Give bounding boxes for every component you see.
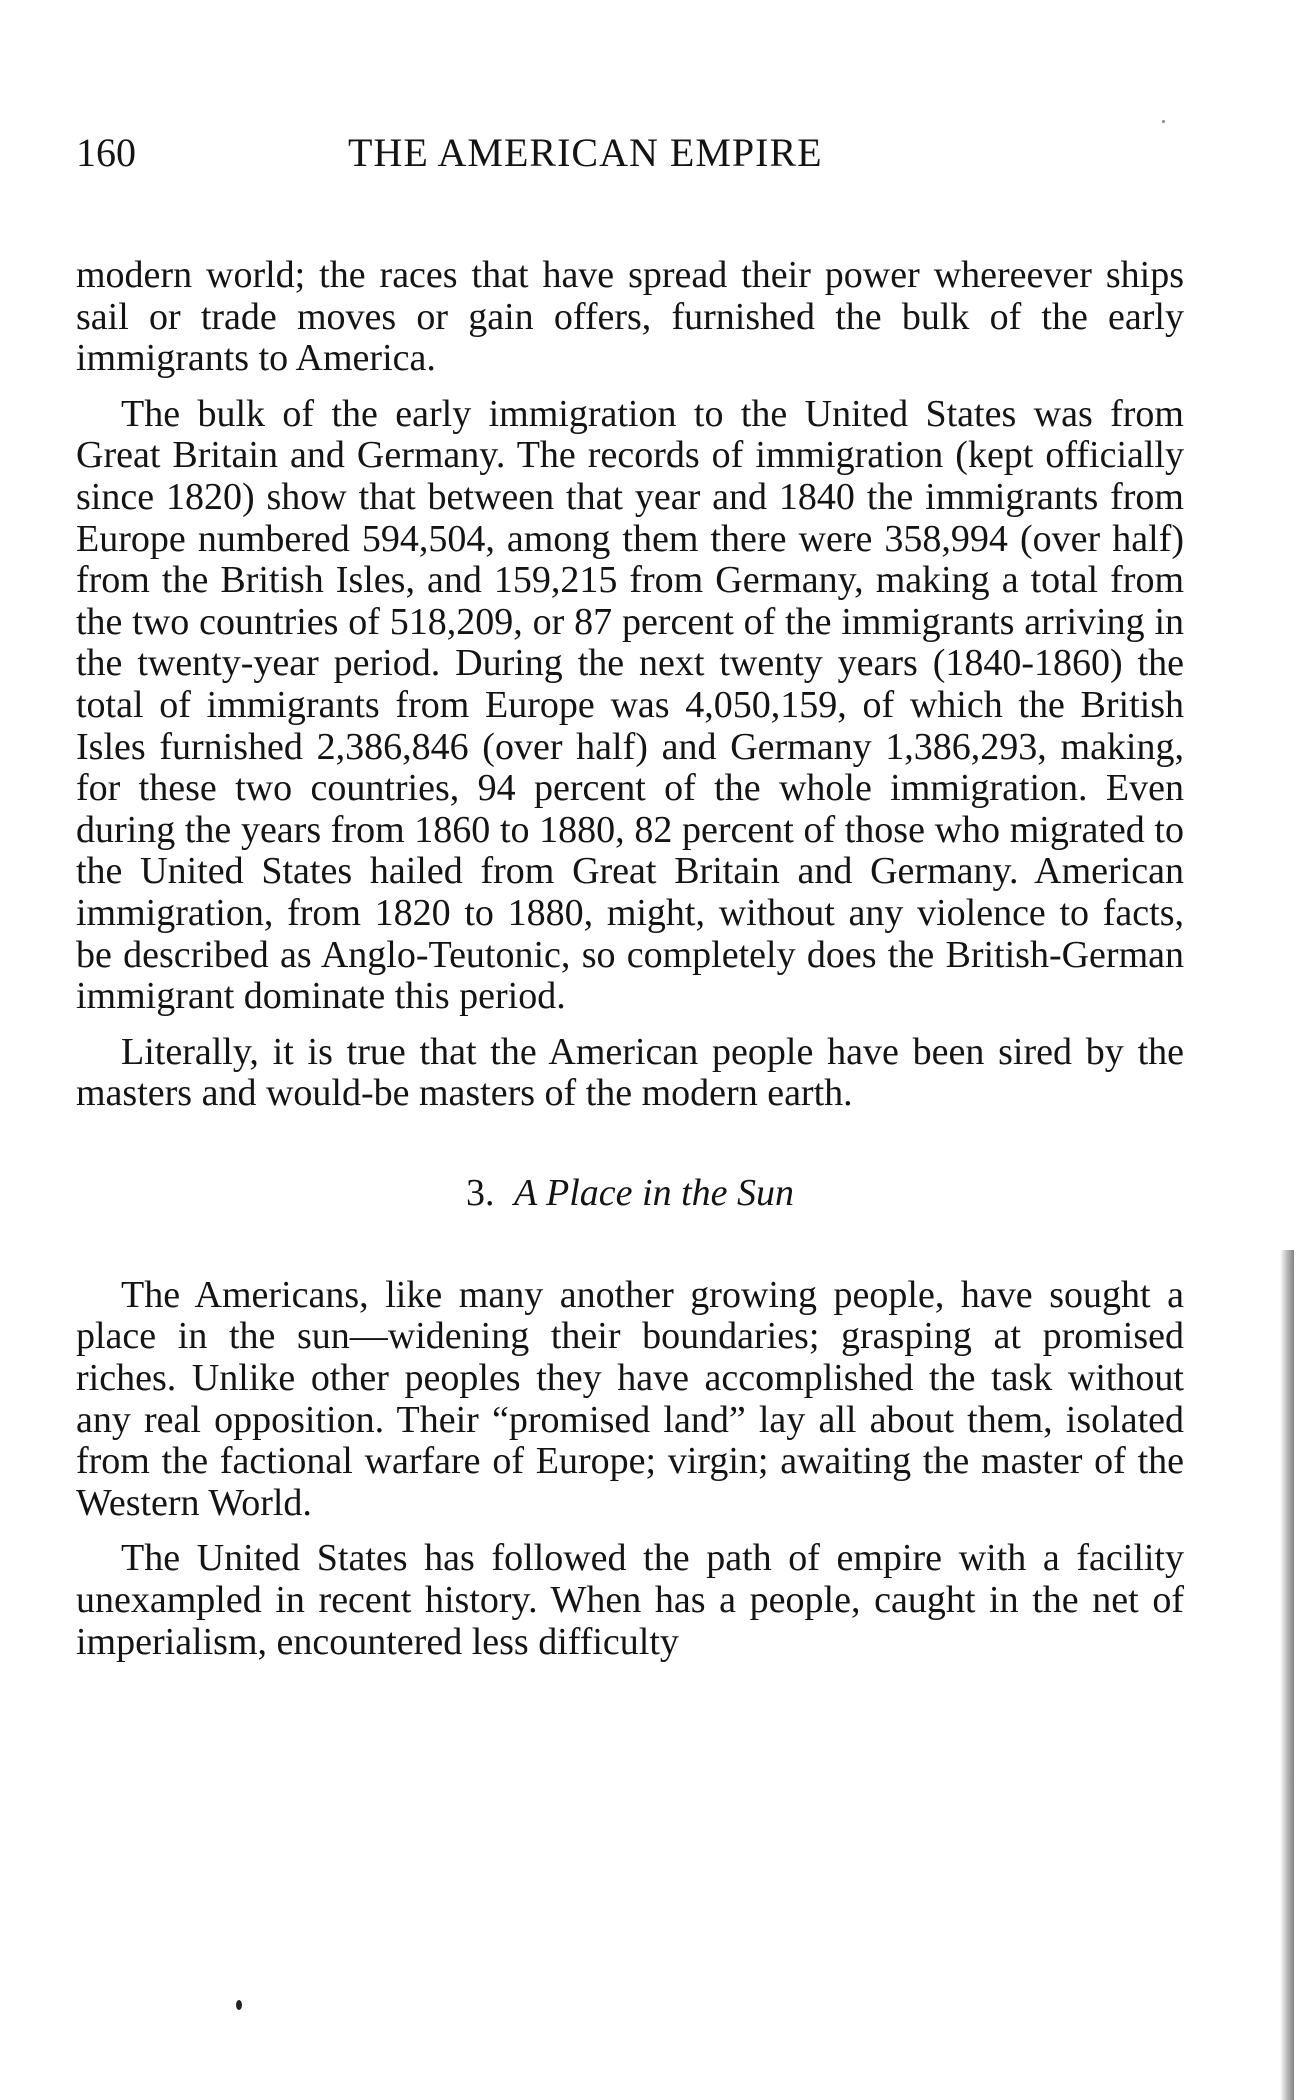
paragraph-continuation: modern world; the races that have spread their power whereever ships sail or trade moves or gain offers, furnished the bulk of the early immigrants to America. <box>76 254 1184 380</box>
paragraph-immigration-statistics: The bulk of the early immigration to the United States was from Great Britain and Germany. The records of immigration (kept officially since 1820) show that between that year and 1840 the immigrants from Europe numbered 594,504, among them there were 358,994 (over half) from the British Isles, and 159,215 from Germany, making a total from the two countries of 518,209, or 87 percent of the immigrants arriving in the twenty-year period. During the next twenty years (1840-1860) the total of immigrants from Europe was 4,050,159, of which the British Isles furnished 2,386,846 (over half) and Germany 1,386,293, making, for these two countries, 94 percent of the whole immigration. Even during the years from 1860 to 1880, 82 percent of those who migrated to the United States hailed from Great Britain and Germany. American immigration, from 1820 to 1880, might, without any violence to facts, be described as Anglo-Teutonic, so completely does the British-German immigrant dominate this period. <box>76 392 1184 1018</box>
running-head <box>76 128 1186 178</box>
paragraph-place-in-sun: The Americans, like many another growing people, have sought a place in the sun—widening their boundaries; grasping at promised riches. Unlike other peoples they have accomplished the task without any real opposition. Their “promised land” lay all about them, isolated from the factional warfare of Europe; virgin; awaiting the master of the Western World. <box>76 1273 1184 1524</box>
section-title: A Place in the Sun <box>513 1171 794 1214</box>
page-edge-shadow <box>1280 1250 1294 2100</box>
paragraph-path-of-empire: The United States has followed the path of empire with a facility unexampled in recent history. When has a people, caught in the net of imperialism, encountered less difficulty <box>76 1537 1184 1663</box>
section-heading <box>76 1171 1184 1215</box>
ink-speck <box>1162 120 1165 123</box>
body-text <box>76 255 1184 1677</box>
page-number: 160 <box>76 130 136 175</box>
section-number: 3. <box>465 1171 495 1214</box>
ink-speck <box>236 2000 242 2010</box>
paragraph-literally: Literally, it is true that the American people have been sired by the masters and would-be masters of the modern earth. <box>76 1030 1184 1115</box>
book-title: THE AMERICAN EMPIRE <box>348 130 823 175</box>
